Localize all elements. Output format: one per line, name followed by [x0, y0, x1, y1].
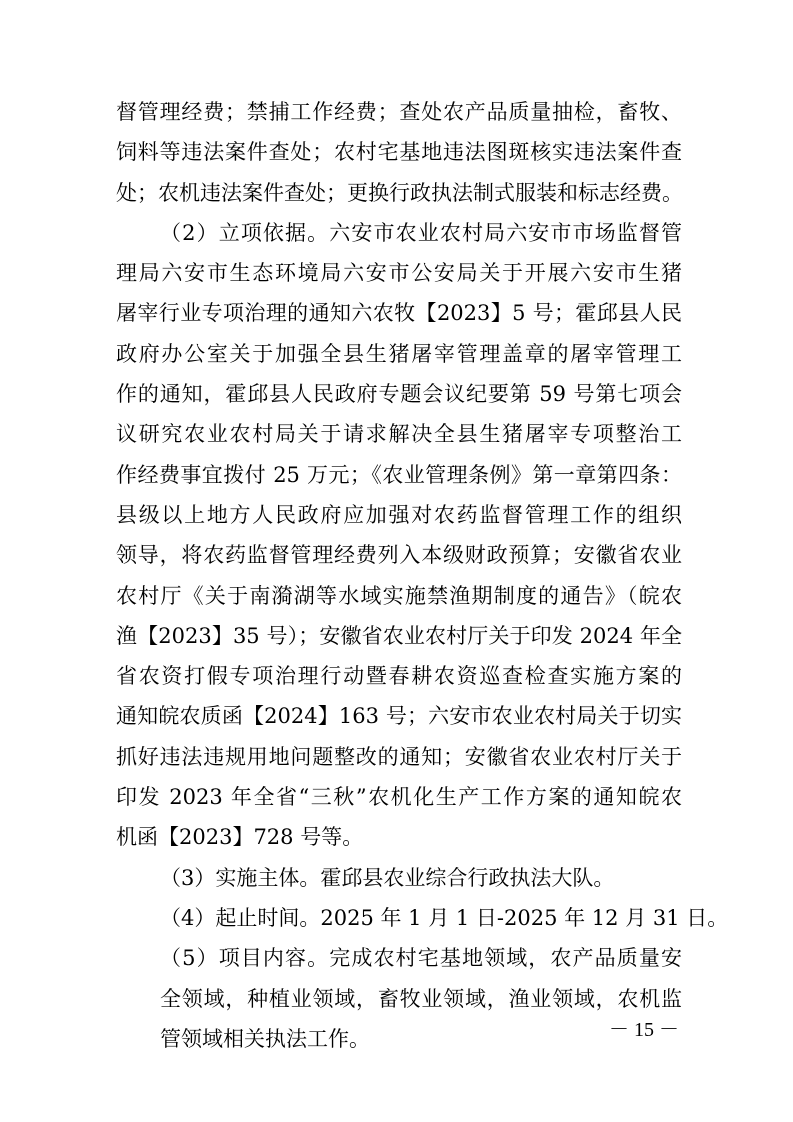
body-text [116, 92, 729, 1059]
text-line: （4）起止时间。2025 年 1 月 1 日-2025 年 12 月 31 日。 [160, 905, 729, 930]
text-line: 机函【2023】728 号等。 [116, 825, 364, 850]
text-line: 作的通知，霍邱县人民政府专题会议纪要第 59 号第七项会 [116, 382, 682, 407]
text-line: 领导，将农药监督管理经费列入本级财政预算；安徽省农业 [116, 543, 682, 568]
text-line: 农村厅《关于南漪湖等水域实施禁渔期制度的通告》（皖农 [116, 583, 682, 608]
text-line: 省农资打假专项治理行动暨春耕农资巡查检查实施方案的 [116, 664, 682, 689]
text-line: 督管理经费；禁捕工作经费；查处农产品质量抽检，畜牧、 [116, 100, 682, 124]
text-line: 印发 2023 年全省“三秋”农机化生产工作方案的通知皖农 [116, 785, 682, 810]
text-line: 屠宰行业专项治理的通知六农牧【2023】5 号；霍邱县人民 [116, 301, 682, 326]
text-line: （5）项目内容。完成农村宅基地领域，农产品质量安 [160, 946, 682, 971]
text-line: （3）实施主体。霍邱县农业综合行政执法大队。 [160, 865, 615, 890]
text-line: 饲料等违法案件查处；农村宅基地违法图斑核实违法案件查 [116, 140, 682, 165]
text-line: 理局六安市生态环境局六安市公安局关于开展六安市生猪 [116, 261, 682, 286]
text-line: 政府办公室关于加强全县生猪屠宰管理盖章的屠宰管理工 [116, 341, 682, 366]
text-line: 通知皖农质函【2024】163 号；六安市农业农村局关于切实 [116, 704, 682, 729]
text-line: 管领域相关执法工作。 [160, 1026, 370, 1051]
text-line: 议研究农业农村局关于请求解决全县生猪屠宰专项整治工 [116, 422, 682, 447]
text-line: 处；农机违法案件查处；更换行政执法制式服装和标志经费。 [116, 180, 683, 205]
text-line: 全领域，种植业领域，畜牧业领域，渔业领域，农机监 [160, 986, 682, 1011]
text-line: 渔【2023】35 号）；安徽省农业农村厅关于印发 2024 年全 [116, 623, 682, 648]
page-number: － 15 － [609, 1019, 679, 1041]
text-line: （2）立项依据。六安市农业农村局六安市市场监督管 [160, 220, 682, 245]
text-line: 县级以上地方人民政府应加强对农药监督管理工作的组织 [116, 502, 682, 527]
text-line: 作经费事宜拨付 25 万元；《农业管理条例》第一章第四条： [116, 462, 682, 487]
text-line: 抓好违法违规用地问题整改的通知；安徽省农业农村厅关于 [116, 744, 682, 769]
